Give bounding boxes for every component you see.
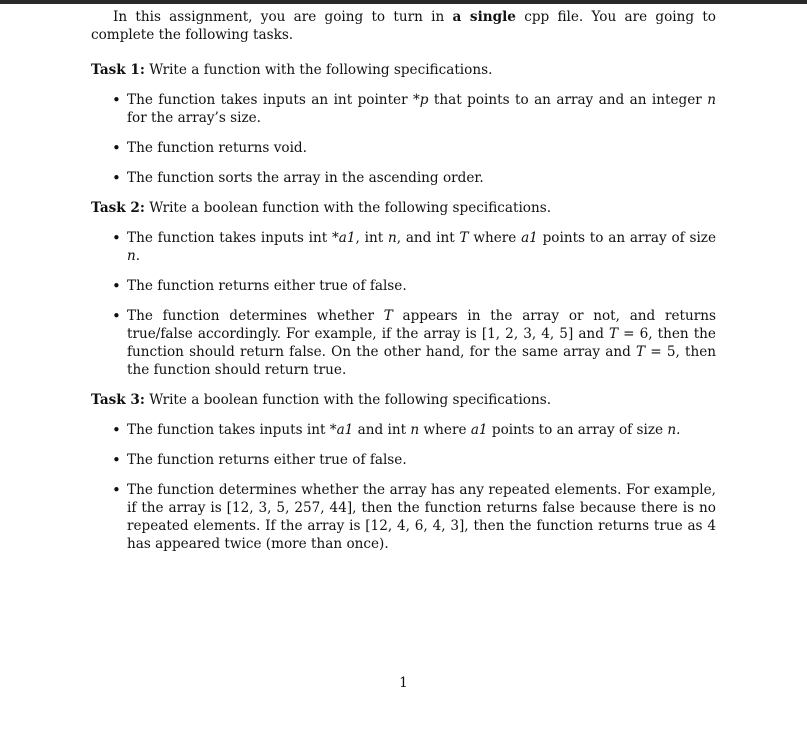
list-item: • The function returns void. xyxy=(127,139,716,157)
task-1-label: Task 1: xyxy=(91,62,145,78)
task-3-heading xyxy=(91,391,716,409)
intro-bold-text: a single xyxy=(452,9,516,25)
task-2-section xyxy=(91,199,716,379)
task-3-label: Task 3: xyxy=(91,392,145,408)
task-3-description: Write a boolean function with the following specifications. xyxy=(144,392,552,408)
intro-paragraph xyxy=(91,8,716,44)
list-item: • The function determines whether the array has any repeated elements. For example, if the array is [12, 3, 5, 257, 44], then the function returns false because there is no repeated elements. If the array is [12, 4, 6, 4, 3], then the function returns true as 4 has appeared twice (more than once). xyxy=(127,481,716,553)
top-border xyxy=(0,0,807,4)
page-number: 1 xyxy=(399,675,408,691)
task-1-section xyxy=(91,61,716,187)
document-page xyxy=(91,8,716,553)
list-item: • The function returns either true of false. xyxy=(127,451,716,469)
task-2-label: Task 2: xyxy=(91,200,145,216)
task-1-description: Write a function with the following specifications. xyxy=(144,62,493,78)
task-3-list xyxy=(91,421,716,553)
task-2-heading xyxy=(91,199,716,217)
list-item: • The function takes inputs int *a1, int n, and int T where a1 points to an array of size n. xyxy=(127,229,716,265)
intro-text-start: In this assignment, you are going to turn in xyxy=(113,9,453,25)
task-2-description: Write a boolean function with the following specifications. xyxy=(144,200,552,216)
list-item: • The function sorts the array in the ascending order. xyxy=(127,169,716,187)
intro-text-end: cpp file. You are going to complete the following tasks. xyxy=(91,9,716,43)
task-2-list xyxy=(91,229,716,379)
list-item: • The function takes inputs an int pointer *p that points to an array and an integer n for the array’s size. xyxy=(127,91,716,127)
task-1-list xyxy=(91,91,716,187)
list-item: • The function returns either true of false. xyxy=(127,277,716,295)
task-1-heading xyxy=(91,61,716,79)
list-item: • The function determines whether T appears in the array or not, and returns true/false accordingly. For example, if the array is [1, 2, 3, 4, 5] and T = 6, then the function should return false. On the other hand, for the same array and T = 5, then the function should return true. xyxy=(127,307,716,379)
task-3-section xyxy=(91,391,716,553)
list-item: • The function takes inputs int *a1 and int n where a1 points to an array of size n. xyxy=(127,421,716,439)
